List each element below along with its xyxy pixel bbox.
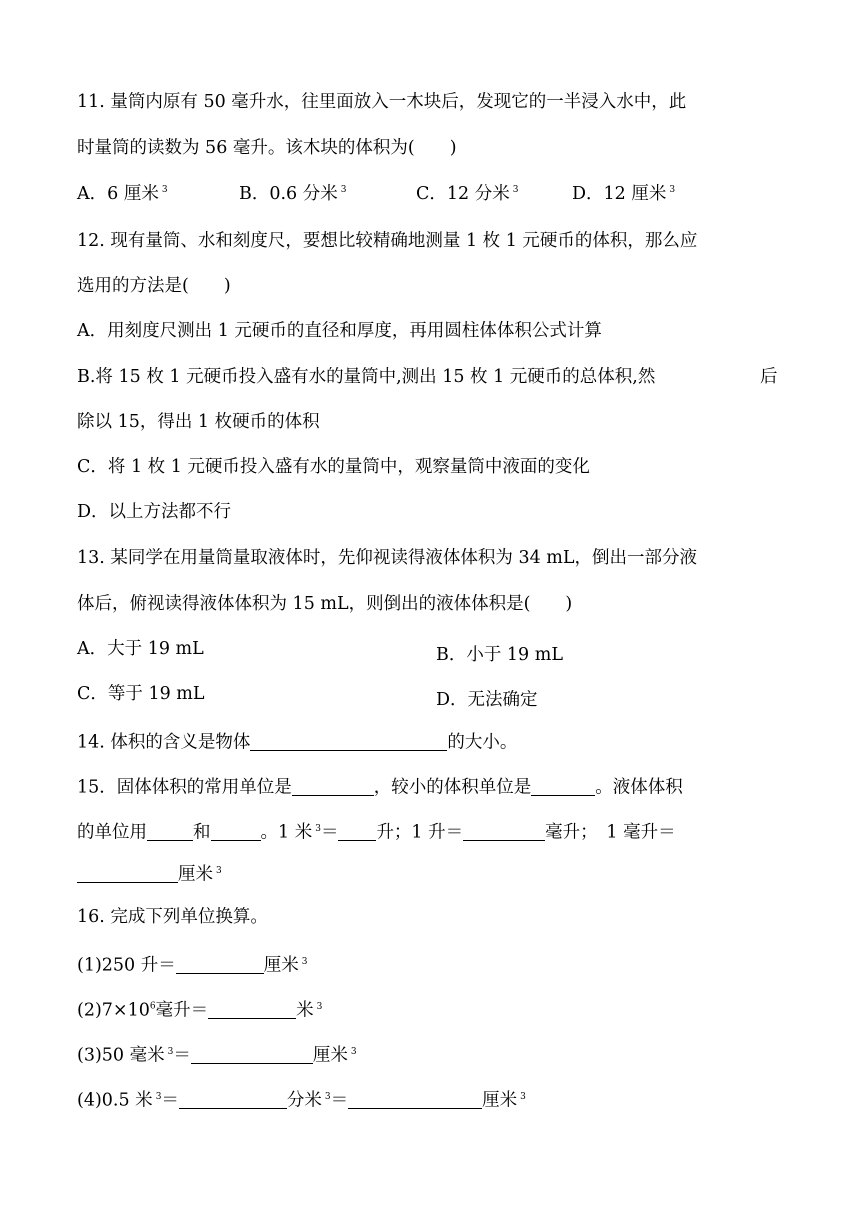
q16-item-3: (3)50 毫米 $^3$＝ 厘米 $^3$	[77, 1045, 357, 1066]
q13-option-a: A．大于 19 mL	[77, 639, 204, 659]
q15-line1: 15．固体体积的常用单位是 ，较小的体积单位是 。液体体积	[77, 777, 683, 798]
q12-line2: 选用的方法是( )	[77, 276, 231, 296]
q11-options	[77, 186, 797, 206]
q12-option-c: C．将 1 枚 1 元硬币投入盛有水的量筒中，观察量筒中液面的变化	[77, 457, 590, 477]
q15-blank-2[interactable]	[531, 777, 595, 796]
q11-line1: 11. 量筒内原有 50 毫升水，往里面放入一木块后，发现它的一半浸入水中，此	[77, 92, 687, 112]
q15-blank-4[interactable]	[211, 822, 261, 841]
q16-blank-1[interactable]	[176, 955, 264, 974]
q12-option-a: A．用刻度尺测出 1 元硬币的直径和厚度，再用圆柱体体积公式计算	[77, 321, 602, 341]
q11-option-a: A．6 厘米 $^3$	[77, 184, 168, 204]
q13-option-c: C．等于 19 mL	[77, 684, 205, 704]
q15-blank-6[interactable]	[463, 822, 545, 841]
q12-option-b-line2: 除以 15，得出 1 枚硬币的体积	[77, 412, 320, 432]
q11-line2: 时量筒的读数为 56 毫升。该木块的体积为( )	[77, 138, 457, 158]
q16-blank-2[interactable]	[208, 1000, 296, 1019]
q12-line1: 12. 现有量筒、水和刻度尺，要想比较精确地测量 1 枚 1 元硬币的体积，那么应	[77, 231, 698, 251]
q15-blank-7[interactable]	[77, 864, 178, 883]
q16-item-1: (1)250 升＝ 厘米 $^3$	[77, 955, 308, 976]
q16-blank-4[interactable]	[179, 1090, 287, 1109]
q13-option-d: D．无法确定	[436, 690, 538, 710]
q15-line2: 的单位用 和 。1 米 $^3$＝ 升；1 升＝ 毫升； 1 毫升＝	[77, 822, 676, 843]
q13-line1: 13. 某同学在用量筒量取液体时，先仰视读得液体体积为 34 mL，倒出一部分液	[77, 548, 698, 568]
q14-blank[interactable]	[250, 732, 447, 751]
q12-option-d: D．以上方法都不行	[77, 502, 232, 522]
q13-line2: 体后，俯视读得液体体积为 15 mL，则倒出的液体体积是( )	[77, 594, 573, 614]
q11-option-c: C．12 分米 $^3$	[416, 184, 519, 204]
q16-item-2: $(2)7\times 10^6$毫升＝ 米 $^3$	[77, 1000, 323, 1021]
q16-item-4: (4)0.5 米 $^3$＝ 分米 $^3$＝ 厘米 $^3$	[77, 1090, 526, 1111]
q14: 14. 体积的含义是物体 的大小。	[77, 732, 518, 753]
q15-blank-1[interactable]	[292, 777, 374, 796]
q12-option-b-line1: B.将 15 枚 1 元硬币投入盛有水的量筒中,测出 15 枚 1 元硬币的总体积,然 后	[77, 367, 778, 387]
q11-option-b: B．0.6 分米 $^3$	[239, 184, 347, 204]
q16-title: 16. 完成下列单位换算。	[77, 907, 268, 927]
q11-option-d: D．12 厘米 $^3$	[572, 184, 676, 204]
q16-blank-5[interactable]	[348, 1090, 482, 1109]
q16-blank-3[interactable]	[191, 1045, 313, 1064]
q15-blank-5[interactable]	[338, 822, 376, 841]
q15-blank-3[interactable]	[147, 822, 193, 841]
q13-option-b: B．小于 19 mL	[436, 645, 563, 665]
q15-line3: 厘米 $^3$	[77, 864, 222, 884]
